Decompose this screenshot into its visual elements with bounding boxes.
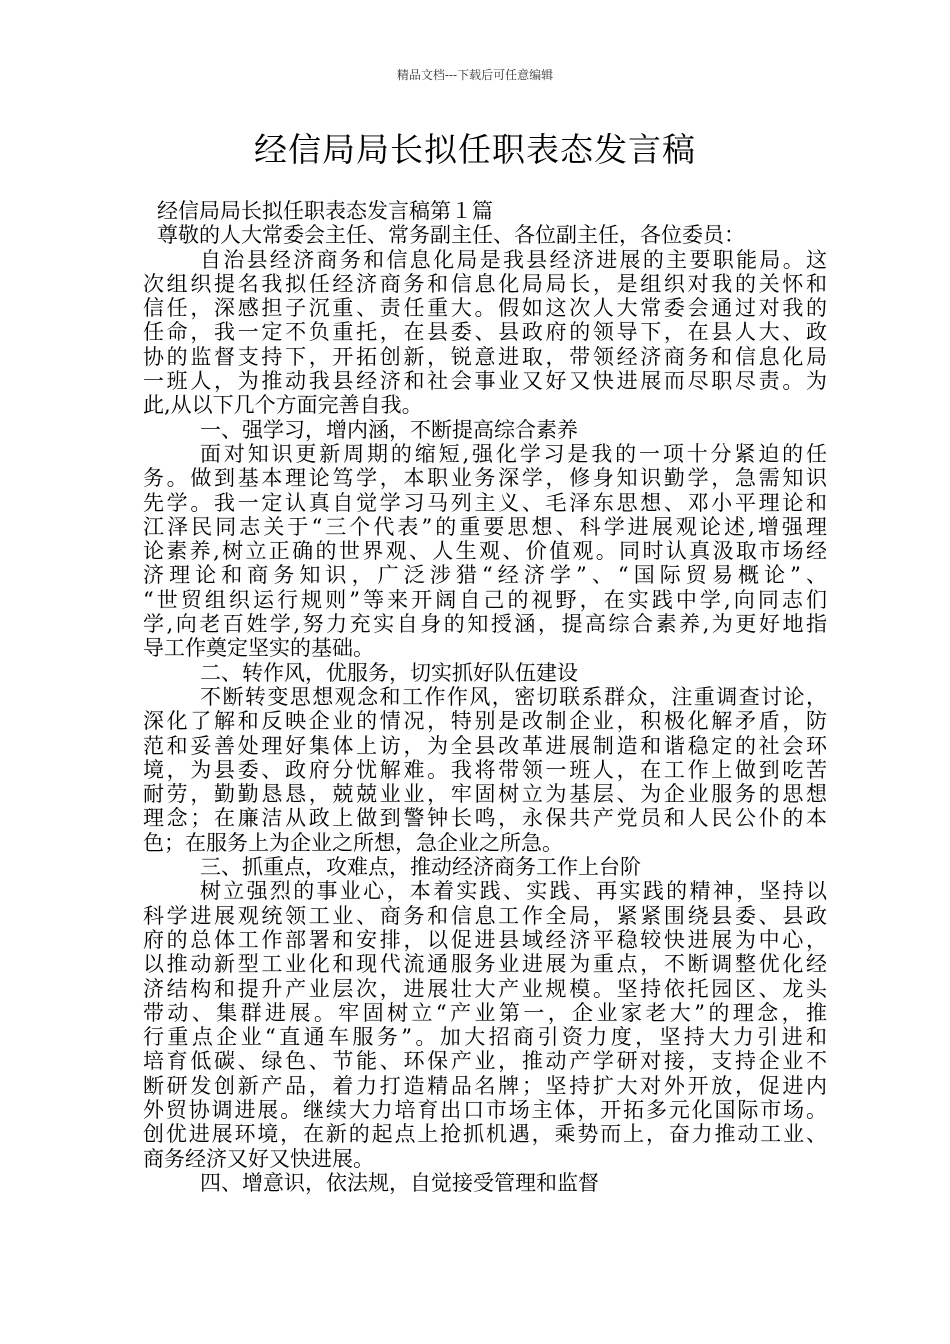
text-line: 信任，深感担子沉重、责任重大。假如这次人大常委会通过对我的	[143, 296, 827, 321]
text-line: 自治县经济商务和信息化局是我县经济进展的主要职能局。这	[200, 247, 827, 272]
text-line: 尊敬的人大常委会主任、常务副主任、各位副主任，各位委员：	[157, 223, 745, 248]
text-line: 论素养,树立正确的世界观、人生观、价值观。同时认真汲取市场经	[143, 539, 827, 564]
text-line: 府的总体工作部署和安排，以促进县域经济平稳较快进展为中心，	[143, 927, 827, 952]
text-line: 境，为县委、政府分忧解难。我将带领一班人，在工作上做到吃苦	[143, 757, 827, 782]
text-line: 经信局局长拟任职表态发言稿第１篇	[157, 199, 493, 223]
text-line: 面对知识更新周期的缩短,强化学习是我的一项十分紧迫的任	[200, 441, 827, 466]
text-line: 商务经济又好又快进展。	[143, 1146, 374, 1171]
document-body	[143, 199, 827, 1195]
text-line: 四、增意识，依法规，自觉接受管理和监督	[200, 1170, 599, 1195]
text-line: 任命，我一定不负重托，在县委、县政府的领导下，在县人大、政	[143, 320, 827, 345]
text-line: 范和妥善处理好集体上访，为全县改革进展制造和谐稳定的社会环	[143, 733, 827, 758]
document-title: 经信局局长拟任职表态发言稿	[254, 130, 696, 169]
text-line: 先学。我一定认真自觉学习马列主义、毛泽东思想、邓小平理论和	[143, 490, 827, 515]
header-note: 精品文档---下载后可任意编辑	[396, 68, 554, 82]
text-line: 树立强烈的事业心，本着实践、实践、再实践的精神，坚持以	[200, 879, 827, 904]
text-line: 济理论和商务知识，广泛涉猎“经济学”、“国际贸易概论”、	[143, 563, 827, 588]
text-line: 不断转变思想观念和工作作风，密切联系群众，注重调查讨论，	[200, 684, 827, 709]
text-line: 一、强学习，增内涵，不断提高综合素养	[200, 417, 578, 442]
text-line: 耐劳，勤勤恳恳，兢兢业业，牢固树立为基层、为企业服务的思想	[143, 782, 827, 807]
text-line: 色；在服务上为企业之所想，急企业之所急。	[143, 830, 563, 855]
text-line: 济结构和提升产业层次，进展壮大产业规模。坚持依托园区、龙头	[143, 976, 827, 1001]
text-line: 一班人，为推动我县经济和社会事业又好又快进展而尽职尽责。为	[143, 369, 827, 394]
text-line: 导工作奠定坚实的基础。	[143, 636, 374, 661]
text-line: 三、抓重点，攻难点，推动经济商务工作上台阶	[200, 855, 641, 880]
text-line: 次组织提名我拟任经济商务和信息化局局长，是组织对我的关怀和	[143, 271, 827, 296]
text-line: 理念；在廉洁从政上做到警钟长鸣，永保共产党员和人民公仆的本	[143, 806, 827, 831]
text-line: 行重点企业“直通车服务”。加大招商引资力度，坚持大力引进和	[143, 1025, 827, 1050]
text-line: 深化了解和反映企业的情况，特别是改制企业，积极化解矛盾，防	[143, 709, 827, 734]
text-line: 学,向老百姓学,努力充实自身的知授涵，提高综合素养,为更好地指	[143, 612, 827, 637]
text-line: 江泽民同志关于“三个代表”的重要思想、科学进展观论述,增强理	[143, 514, 827, 539]
text-line: 创优进展环境，在新的起点上抢抓机遇，乘势而上，奋力推动工业、	[143, 1122, 827, 1147]
text-line: “世贸组织运行规则”等来开阔自己的视野，在实践中学,向同志们	[143, 587, 827, 612]
text-line: 带动、集群进展。牢固树立“产业第一，企业家老大”的理念，推	[143, 1000, 827, 1025]
text-line: 外贸协调进展。继续大力培育出口市场主体，开拓多元化国际市场。	[143, 1097, 827, 1122]
text-line: 以推动新型工业化和现代流通服务业进展为重点，不断调整优化经	[143, 952, 827, 977]
text-line: 二、转作风，优服务，切实抓好队伍建设	[200, 660, 578, 685]
text-line: 务。做到基本理论笃学，本职业务深学，修身知识勤学，急需知识	[143, 466, 827, 491]
text-line: 此,从以下几个方面完善自我。	[143, 393, 423, 418]
text-line: 断研发创新产品，着力打造精品名牌；坚持扩大对外开放，促进内	[143, 1073, 827, 1098]
text-line: 培育低碳、绿色、节能、环保产业，推动产学研对接，支持企业不	[143, 1049, 827, 1074]
text-line: 科学进展观统领工业、商务和信息工作全局，紧紧围绕县委、县政	[143, 903, 827, 928]
text-line: 协的监督支持下，开拓创新，锐意进取，带领经济商务和信息化局	[143, 344, 827, 369]
